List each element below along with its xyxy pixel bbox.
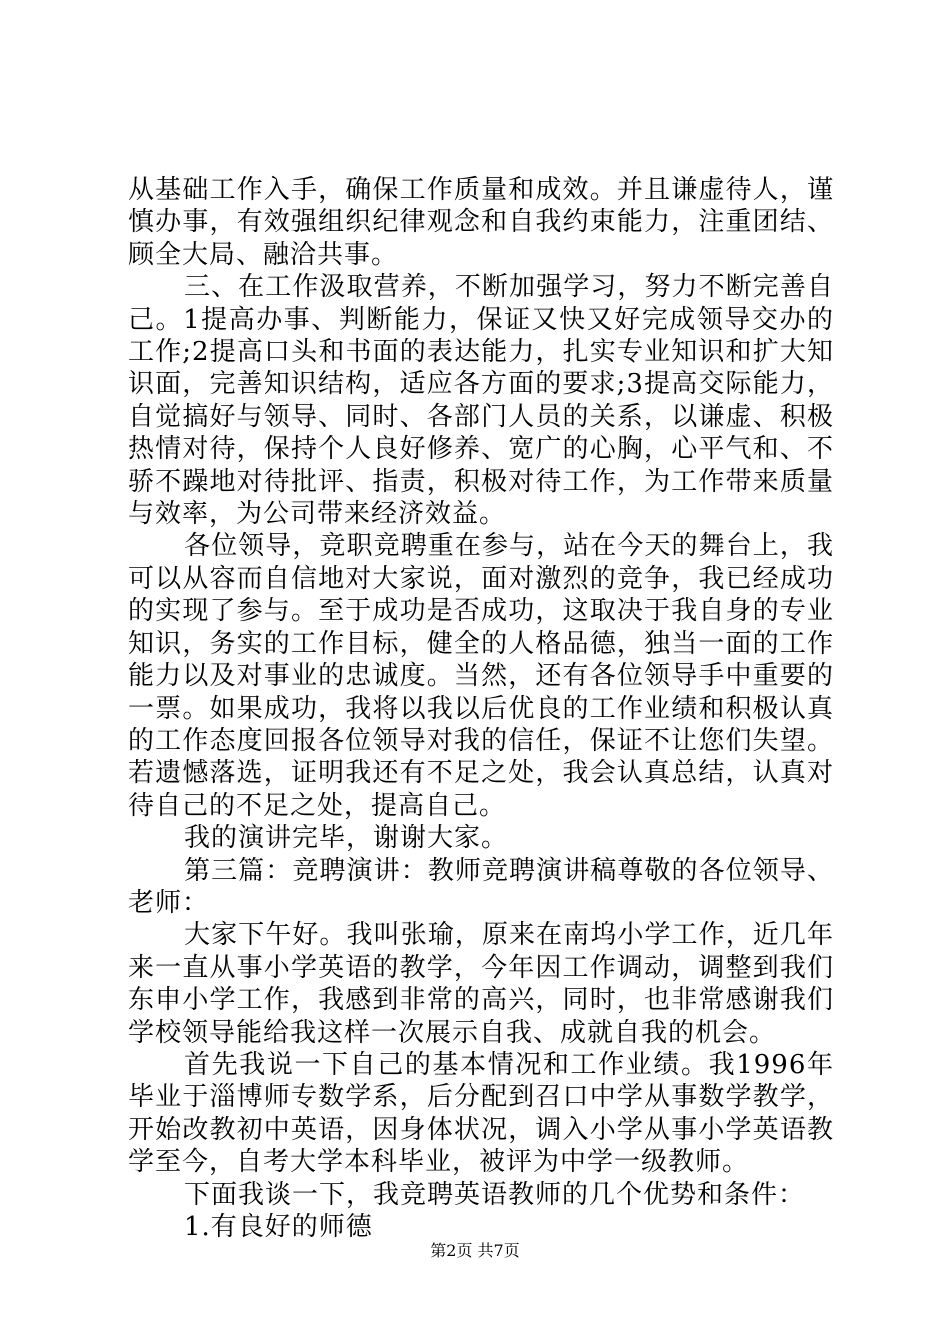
paragraph-list-item-1: 1.有良好的师德 <box>184 1212 373 1242</box>
paragraph-section-three: 三、在工作汲取营养，不断加强学习，努力不断完善自己。1提高办事、判断能力，保证又快又好完成领导交办的工作;2提高口头和书面的表达能力，扎实专业知识和扩大知识面，完善知识结构，适应各方面的要求;3提高交际能力，自觉搞好与领导、同时、各部门人员的关系，以谦虚、积极热情对待，保持个人良好修养、宽广的心胸，心平气和、不骄不躁地对待批评、指责，积极对待工作，为工作带来质量与效率，为公司带来经济效益。 <box>128 272 834 530</box>
paragraph-closing-remarks: 各位领导，竞职竞聘重在参与，站在今天的舞台上，我可以从容而自信地对大家说，面对激烈的竞争，我已经成功的实现了参与。至于成功是否成功，这取决于我自身的专业知识，务实的工作目标，健全的人格品德，独当一面的工作能力以及对事业的忠诚度。当然，还有各位领导手中重要的一票。如果成功，我将以我以后优良的工作业绩和积极认真的工作态度回报各位领导对我的信任，保证不让您们失望。若遗憾落选，证明我还有不足之处，我会认真总结，认真对待自己的不足之处，提高自己。 <box>128 531 834 821</box>
page-footer: 第2页 共7页 <box>430 1241 520 1260</box>
paragraph-third-article-heading: 第三篇：竞聘演讲：教师竞聘演讲稿尊敬的各位领导、老师： <box>128 855 834 918</box>
paragraph-background: 首先我说一下自己的基本情况和工作业绩。我1996年毕业于淄博师专数学系，后分配到召口中学从事数学教学，开始改教初中英语，因身体状况，调入小学从事小学英语教学至今，自考大学本科毕业，被评为中学一级教师。 <box>128 1049 834 1178</box>
document-body <box>128 174 834 1243</box>
paragraph-advantages-intro: 下面我谈一下，我竞聘英语教师的几个优势和条件： <box>184 1179 806 1210</box>
paragraph-continuation: 从基础工作入手，确保工作质量和成效。并且谦虚待人，谨慎办事，有效强组织纪律观念和自我约束能力，注重团结、顾全大局、融洽共事。 <box>128 175 834 270</box>
paragraph-greeting: 大家下午好。我叫张瑜，原来在南坞小学工作，近几年来一直从事小学英语的教学，今年因工作调动，调整到我们东申小学工作，我感到非常的高兴，同时，也非常感谢我们学校领导能给我这样一次展示自我、成就自我的机会。 <box>128 920 834 1048</box>
paragraph-thanks: 我的演讲完毕，谢谢大家。 <box>184 823 509 854</box>
